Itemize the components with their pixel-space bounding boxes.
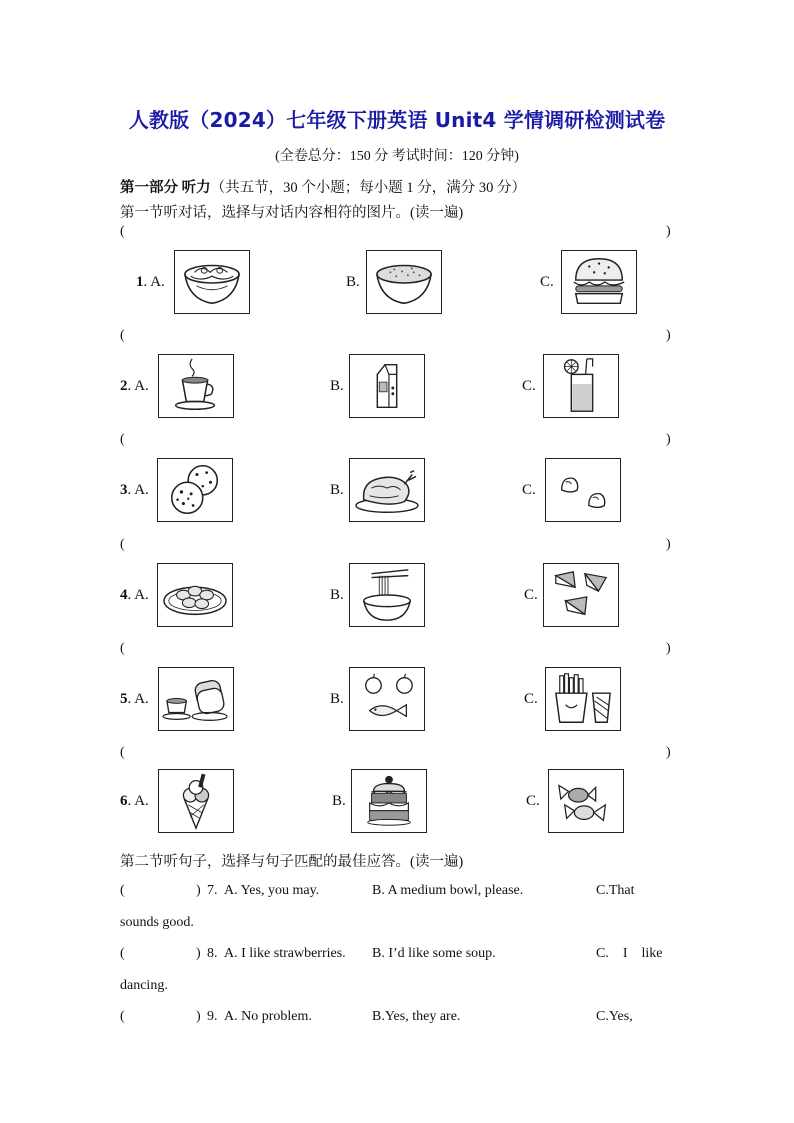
option-2b-label: B. [330, 378, 344, 394]
option-7b: B. A medium bowl, please. [372, 883, 524, 898]
noodle-bowl-icon [175, 251, 249, 313]
answer-paren-close-9: ) [196, 1009, 201, 1024]
potato-plate-icon [158, 564, 232, 626]
option-4c-image[interactable] [543, 563, 619, 627]
part1-heading [120, 176, 526, 197]
option-6b-image[interactable] [351, 769, 427, 833]
option-9c: C.Yes, [596, 1009, 633, 1024]
option-2a-image[interactable] [158, 354, 234, 418]
option-7a: A. Yes, you may. [224, 883, 320, 898]
option-7c-continued: sounds good. [120, 915, 194, 930]
noodles-chopsticks-icon [350, 564, 424, 626]
part1-heading-rest: （共五节，30 个小题；每小题 1 分，满分 30 分） [210, 180, 526, 196]
option-4a-image[interactable] [157, 563, 233, 627]
option-5b-label: B. [330, 691, 344, 707]
question-label-4: 4. A. [120, 587, 149, 603]
cake-icon [352, 770, 426, 832]
option-3c-image[interactable] [545, 458, 621, 522]
option-2c-image[interactable] [543, 354, 619, 418]
option-9b: B.Yes, they are. [372, 1009, 461, 1024]
option-2b-image[interactable] [349, 354, 425, 418]
answer-paren-close: ) [666, 328, 671, 343]
answer-paren-open-8[interactable]: ( [120, 946, 125, 961]
milk-carton-icon [350, 355, 424, 417]
option-6c-label: C. [526, 793, 540, 809]
section1-heading: 第一节听对话，选择与对话内容相符的图片。(读一遍) [120, 205, 464, 221]
option-5b-image[interactable] [349, 667, 425, 731]
question-label-1: 1. A. [136, 274, 165, 290]
option-5a-image[interactable] [158, 667, 234, 731]
part1-heading-bold: 第一部分 听力 [120, 180, 211, 196]
answer-paren-close: ) [666, 641, 671, 656]
question-label-3: 3. A. [120, 482, 149, 498]
answer-paren-open[interactable]: ( [120, 745, 125, 760]
answer-paren-open[interactable]: ( [120, 432, 125, 447]
answer-paren-open[interactable]: ( [120, 224, 125, 239]
dumplings-icon [546, 459, 620, 521]
cookies-icon [158, 459, 232, 521]
option-3c-label: C. [522, 482, 536, 498]
juice-glass-icon [544, 355, 618, 417]
sandwiches-icon [544, 564, 618, 626]
option-8c-continued: dancing. [120, 978, 168, 993]
fries-cola-icon [546, 668, 620, 730]
option-6c-image[interactable] [548, 769, 624, 833]
answer-paren-open-9[interactable]: ( [120, 1009, 125, 1024]
option-8a: A. I like strawberries. [224, 946, 346, 961]
option-8c: C. I like [596, 946, 663, 961]
question-number-7: 7. [207, 883, 218, 898]
option-1c-label: C. [540, 274, 554, 290]
exam-info: (全卷总分：150 分 考试时间：120 分钟) [275, 149, 519, 164]
question-number-8: 8. [207, 946, 218, 961]
option-2c-label: C. [522, 378, 536, 394]
option-1b-label: B. [346, 274, 360, 290]
oranges-fish-icon [350, 668, 424, 730]
question-label-2: 2. A. [120, 378, 149, 394]
answer-paren-close: ) [666, 432, 671, 447]
option-9a: A. No problem. [224, 1009, 312, 1024]
option-4c-label: C. [524, 587, 538, 603]
question-label-6: 6. A. [120, 793, 149, 809]
roast-chicken-icon [350, 459, 424, 521]
answer-paren-close: ) [666, 745, 671, 760]
answer-paren-open[interactable]: ( [120, 537, 125, 552]
option-1c-image[interactable] [561, 250, 637, 314]
tea-bread-icon [159, 668, 233, 730]
option-6a-image[interactable] [158, 769, 234, 833]
option-3a-image[interactable] [157, 458, 233, 522]
question-number-9: 9. [207, 1009, 218, 1024]
option-8b: B. I’d like some soup. [372, 946, 496, 961]
answer-paren-close-7: ) [196, 883, 201, 898]
hamburger-icon [562, 251, 636, 313]
option-5c-label: C. [524, 691, 538, 707]
page-title: 人教版（2024）七年级下册英语 Unit4 学情调研检测试卷 [128, 108, 666, 132]
answer-paren-open-7[interactable]: ( [120, 883, 125, 898]
option-3b-label: B. [330, 482, 344, 498]
coffee-cup-icon [159, 355, 233, 417]
candy-icon [549, 770, 623, 832]
answer-paren-close: ) [666, 224, 671, 239]
option-7c: C.That [596, 883, 635, 898]
option-3b-image[interactable] [349, 458, 425, 522]
option-1b-image[interactable] [366, 250, 442, 314]
option-1a-image[interactable] [174, 250, 250, 314]
ice-cream-icon [159, 770, 233, 832]
answer-paren-close: ) [666, 537, 671, 552]
option-4b-label: B. [330, 587, 344, 603]
section2-heading: 第二节听句子，选择与句子匹配的最佳应答。(读一遍) [120, 854, 464, 870]
answer-paren-open[interactable]: ( [120, 641, 125, 656]
answer-paren-open[interactable]: ( [120, 328, 125, 343]
question-label-5: 5. A. [120, 691, 149, 707]
option-4b-image[interactable] [349, 563, 425, 627]
answer-paren-close-8: ) [196, 946, 201, 961]
option-5c-image[interactable] [545, 667, 621, 731]
rice-bowl-icon [367, 251, 441, 313]
option-6b-label: B. [332, 793, 346, 809]
